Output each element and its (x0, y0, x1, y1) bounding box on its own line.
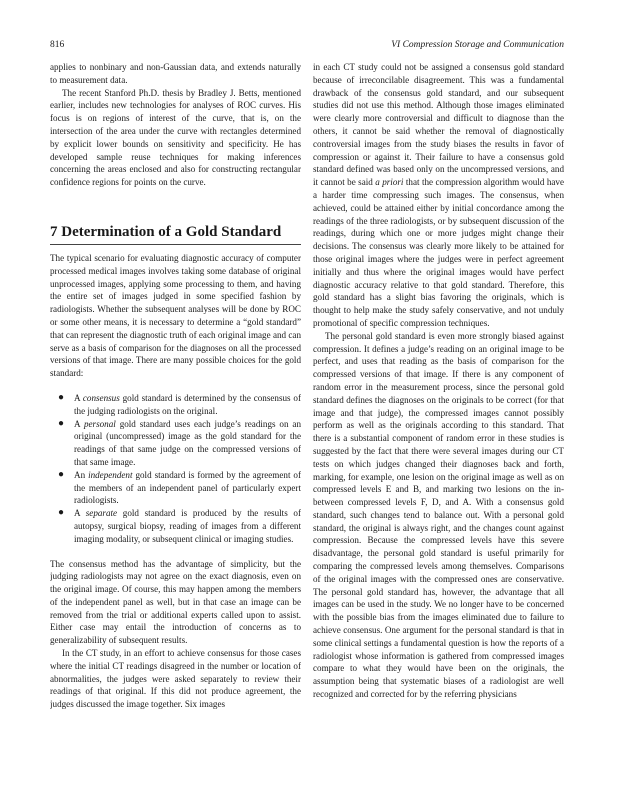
emphasis: separate (85, 508, 118, 519)
emphasis: personal (83, 418, 116, 429)
emphasis: a priori (375, 177, 404, 188)
bullet-icon: ● (58, 468, 65, 480)
paragraph: In the CT study, in an effort to achieve consensus for those cases where the initial CT readings disagreed in the number or location of abnormalities, the judges were asked separately to review their readings of that original. If this did not produce agreement, the judges discussed the image together. Six images (50, 648, 301, 710)
list-item: ● A separate gold standard is produced by the results of autopsy, surgical biopsy, reading of images from a different imaging modality, or subsequent clinical or imaging studies. (58, 507, 301, 544)
bullet-icon: ● (58, 417, 65, 429)
paragraph: The consensus method has the advantage of simplicity, but the judging radiologists may not agree on the exact diagnosis, even on the original image. Of course, this may happen among the members of the independent panel as well, but in that case an image can be removed from the trial or additional experts called upon to assist. Either case may entail the introduction of concerns as to generalizability of subsequent results. (50, 558, 301, 646)
running-title: VI Compression Storage and Communication (391, 40, 564, 50)
list-item: ● A consensus gold standard is determined by the consensus of the judging radiologists on the original. (58, 391, 301, 416)
page-number: 816 (50, 40, 65, 50)
paragraph: The typical scenario for evaluating diagnostic accuracy of computer processed medical images involves taking some database of original unprocessed images, applying some processing to them, and having the entire set of images judged in some specified fashion by radiologists. Whether the subsequent analyses will be done by ROC or some other means, it is necessary to determine a “gold standard” that can represent the diagnostic truth of each original image and can serve as a basis of comparison for the diagnoses on all the processed versions of that image. There are many possible choices for the gold standard: (50, 252, 301, 379)
left-column (50, 61, 301, 761)
section-heading: 7 Determination of a Gold Standard (50, 223, 301, 245)
paragraph: applies to nonbinary and non-Gaussian data, and extends naturally to measurement data. (50, 62, 301, 85)
paragraph: The personal gold standard is even more strongly biased against compression. It defines a judge’s reading on an original image to be perfect, and uses that reading as the basis of comparison for the compressed versions of that image. If there is any component of random error in the measurement process, since the personal gold standard defines the diagnoses on the originals to be correct (for that image and that judge), the compressed images cannot possibly perform as well as the originals according to this standard. That there is a substantial component of random error in these studies is suggested by the fact that there were several images during our CT tests on which judges changed their diagnoses back and forth, marking, for example, one lesion on the original image as well as on compressed levels E and B, and marking two lesions on the in-between compressed levels F, D, and A. With a consensus gold standard, such changes tend to balance out. With a personal gold standard, the original is always right, and the changes count against compression. Because the compressed levels have this severe disadvantage, the personal gold standard is useful primarily for comparing the compressed levels among themselves. Comparisons of the original images with the compressed ones are conservative. The personal gold standard has, however, the advantage that all images can be used in the study. We no longer have to be concerned with the possible bias from the images eliminated due to failure to achieve consensus. One argument for the personal standard is that in some clinical settings a fundamental question is how the reports of a radiologist whose information is gathered from compressed images compare to what they would have been on the originals, the assumption being that systematic biases of a radiologist are well recognized and corrected for by the referring physicians (313, 330, 564, 700)
emphasis: consensus (82, 392, 120, 403)
bullet-icon: ● (58, 391, 65, 403)
page-header (50, 38, 564, 52)
right-column (313, 61, 564, 761)
bullet-icon: ● (58, 507, 65, 519)
list-item: ● An independent gold standard is formed by the agreement of the members of an independent panel of particularly expert radiologists. (58, 468, 301, 506)
list-item: ● A personal gold standard uses each judge’s readings on an original (uncompressed) image as the gold standard for the readings of that same judge on the compressed versions of that same image. (58, 417, 301, 467)
emphasis: independent (88, 469, 133, 480)
paragraph: The recent Stanford Ph.D. thesis by Bradley J. Betts, mentioned earlier, includes new technologies for analyses of ROC curves. His focus is on regions of interest of the curve, that is, on the intersection of the area under the curve with rectangles determined by explicit lower bounds on sensitivity and specificity. He has developed sample reuse techniques for making inferences concerning the areas enclosed and also for constructing rectangular confidence regions for points on the curve. (50, 87, 301, 188)
gold-standard-list (50, 392, 301, 546)
paragraph: in each CT study could not be assigned a consensus gold standard because of irreconcilable disagreement. This was a fundamental drawback of the consensus gold standard, and our subsequent studies did not use this method. Although those images eliminated were clearly more controversial and difficult to diagnose than the others, it cannot be said whether the removal of diagnostically controversial images from the study biases the results in favor of compression or against it. Their failure to have a consensus gold standard defined was based only on the uncompressed versions, and it cannot be said a priori that the compression algorithm would have a harder time compressing such images. The consensus, when achieved, could be attained either by initial concordance among the readings of the three radiologists, or by subsequent discussion of the readings, during which one or more judges might change their decisions. The consensus was clearly more likely to be attained for those original images where the judges were in perfect agreement initially and thus where the original images would have perfect diagnostic accuracy relative to that gold standard. Therefore, this gold standard has a slight bias favoring the originals, which is thought to help make the study safely conservative, and not unduly promotional of specific compression techniques. (313, 62, 564, 328)
